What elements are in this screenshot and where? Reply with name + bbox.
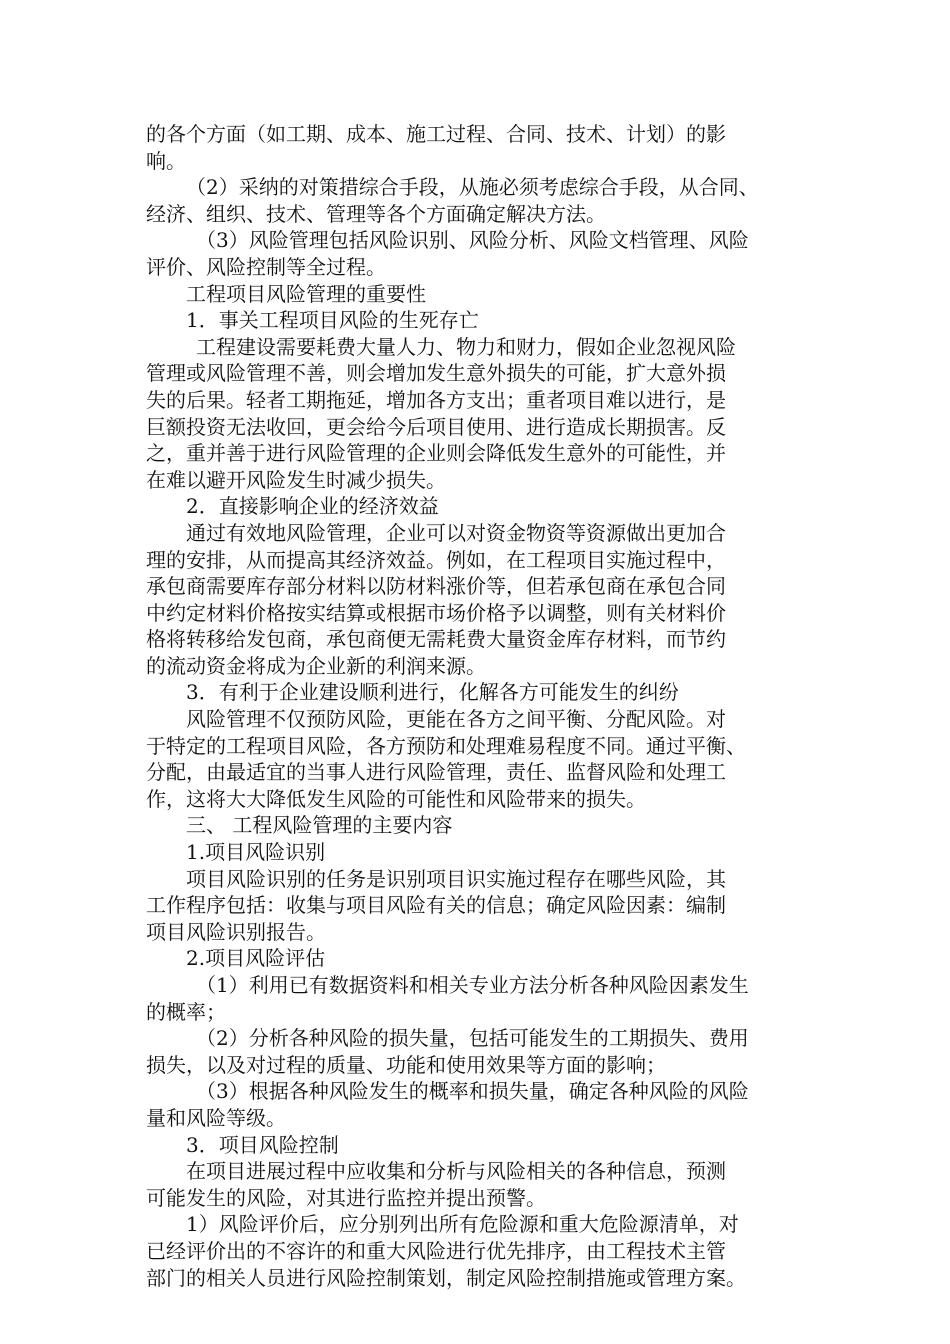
text-line: 部门的相关人员进行风险控制策划，制定风险控制措施或管理方案。 — [146, 1265, 746, 1290]
text-line: 1）风险评价后，应分别列出所有危险源和重大危险源清单，对 — [186, 1212, 739, 1237]
text-line: 损失，以及对过程的质量、功能和使用效果等方面的影响； — [146, 1052, 666, 1077]
text-line: 失的后果。轻者工期拖延，增加各方支出；重者项目难以进行，是 — [146, 387, 726, 412]
text-line: 的概率； — [146, 999, 226, 1024]
text-line: 在难以避开风险发生时减少损失。 — [146, 467, 446, 492]
text-line: 在项目进展过程中应收集和分析与风险相关的各种信息，预测 — [186, 1159, 726, 1184]
text-line: 于特定的工程项目风险，各方预防和处理难易程度不同。通过平衡、 — [146, 733, 746, 758]
text-line: （1）利用已有数据资料和相关专业方法分析各种风险因素发生 — [196, 973, 749, 997]
text-line: 巨额投资无法收回，更会给今后项目使用、进行造成长期损害。反 — [146, 414, 726, 439]
subsection-heading: 3．项目风险控制 — [186, 1132, 339, 1157]
text-line: 量和风险等级。 — [146, 1105, 286, 1130]
text-line: 作，这将大大降低发生风险的可能性和风险带来的损失。 — [146, 786, 646, 811]
text-line: （3）风险管理包括风险识别、风险分析、风险文档管理、风险 — [196, 228, 749, 253]
text-line: （3）根据各种风险发生的概率和损失量，确定各种风险的风险 — [196, 1079, 749, 1104]
text-line: 评价、风险控制等全过程。 — [146, 254, 386, 279]
text-line: 格将转移给发包商，承包商便无需耗费大量资金库存材料，而节约 — [146, 627, 726, 652]
text-line: 响。 — [146, 148, 186, 173]
text-line: 的流动资金将成为企业新的利润来源。 — [146, 653, 486, 678]
text-line: 风险管理不仅预防风险，更能在各方之间平衡、分配风险。对 — [186, 707, 726, 732]
subsection-heading: 1.项目风险识别 — [186, 840, 326, 865]
document-body — [146, 121, 808, 1291]
text-line: 经济、组织、技术、管理等各个方面确定解决方法。 — [146, 201, 606, 226]
subsection-heading: 1．事关工程项目风险的生死存亡 — [186, 308, 479, 333]
text-line: 项目风险识别的任务是识别项目识实施过程存在哪些风险，其 — [186, 866, 726, 891]
text-line: 可能发生的风险，对其进行监控并提出预警。 — [146, 1185, 546, 1210]
text-line: 分配，由最适宜的当事人进行风险管理，责任、监督风险和处理工 — [146, 760, 726, 785]
text-line: 项目风险识别报告。 — [146, 919, 326, 944]
text-line: （2）分析各种风险的损失量，包括可能发生的工期损失、费用 — [196, 1026, 749, 1051]
section-heading: 工程项目风险管理的重要性 — [186, 281, 426, 306]
subsection-heading: 2．直接影响企业的经济效益 — [186, 494, 439, 519]
text-line: 承包商需要库存部分材料以防材料涨价等，但若承包商在承包合同 — [146, 574, 726, 599]
text-line: 的各个方面（如工期、成本、施工过程、合同、技术、计划）的影 — [146, 122, 726, 146]
text-line: 已经评价出的不容许的和重大风险进行优先排序，由工程技术主管 — [146, 1238, 726, 1263]
text-line: 工作程序包括：收集与项目风险有关的信息；确定风险因素：编制 — [146, 893, 726, 918]
text-line: 通过有效地风险管理，企业可以对资金物资等资源做出更加合 — [186, 520, 726, 545]
subsection-heading: 3．有利于企业建设顺利进行，化解各方可能发生的纠纷 — [186, 680, 679, 705]
text-line: （2）采纳的对策措综合手段，从施必须考虑综合手段，从合同、 — [186, 175, 759, 200]
subsection-heading: 2.项目风险评估 — [186, 946, 326, 971]
section-heading: 三、 工程风险管理的主要内容 — [186, 813, 453, 838]
text-line: 管理或风险管理不善，则会增加发生意外损失的可能，扩大意外损 — [146, 361, 726, 386]
text-line: 中约定材料价格按实结算或根据市场价格予以调整，则有关材料价 — [146, 600, 726, 625]
text-line: 工程建设需要耗费大量人力、物力和财力，假如企业忽视风险 — [196, 334, 736, 359]
text-line: 之，重并善于进行风险管理的企业则会降低发生意外的可能性，并 — [146, 441, 726, 466]
text-line: 理的安排，从而提高其经济效益。例如，在工程项目实施过程中， — [146, 547, 726, 572]
